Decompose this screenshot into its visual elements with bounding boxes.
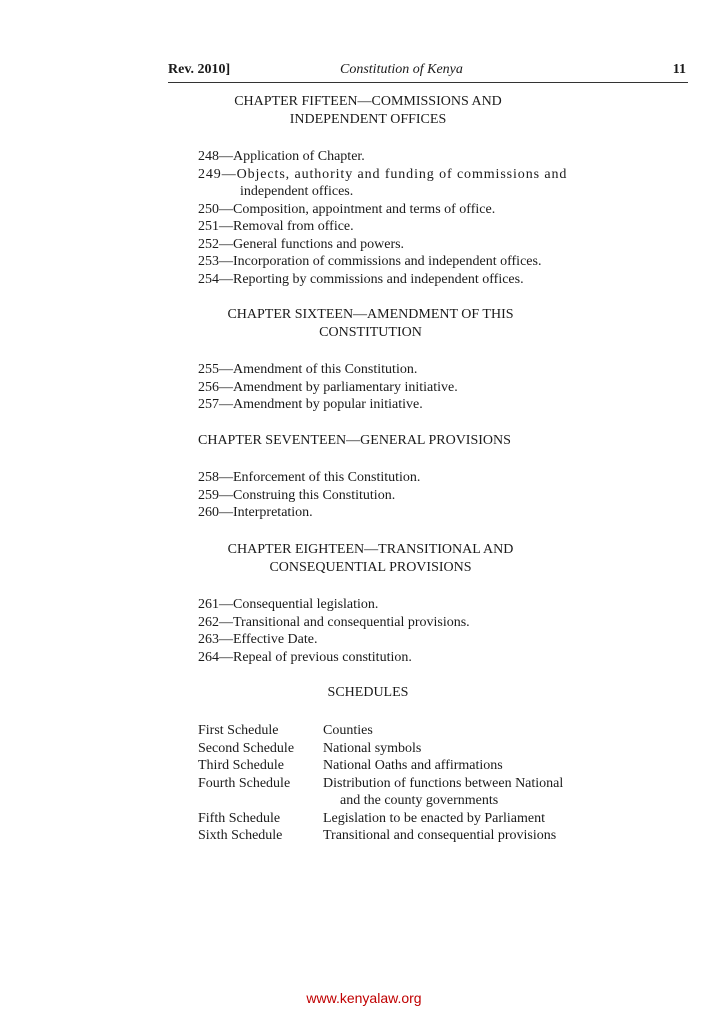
article-link[interactable]: 255—Amendment of this Constitution. [198, 362, 418, 377]
kenyalaw-link[interactable]: www.kenyalaw.org [306, 990, 422, 1006]
chapter-18-heading [168, 541, 573, 576]
footer [0, 990, 728, 1006]
article-link[interactable]: 251—Removal from office. [198, 219, 354, 234]
schedule-name: Fifth Schedule [198, 810, 281, 826]
schedule-row[interactable] [198, 775, 618, 793]
article-link[interactable]: 248—Application of Chapter. [198, 149, 365, 164]
schedule-name: Second Schedule [198, 740, 295, 756]
schedule-name: Fourth Schedule [198, 775, 291, 791]
article-link[interactable]: 252—General functions and powers. [198, 236, 405, 252]
chapter-15-contents [198, 148, 567, 288]
article-link[interactable]: 264—Repeal of previous constitution. [198, 649, 412, 665]
article-link[interactable]: 258—Enforcement of this Constitution. [198, 470, 421, 485]
article-link[interactable]: 263—Effective Date. [198, 632, 318, 647]
article-link[interactable]: 257—Amendment by popular initiative. [198, 397, 423, 412]
chapter-title-line: CONSEQUENTIAL PROVISIONS [269, 559, 472, 575]
article-link[interactable]: 254—Reporting by commissions and independent offices. [198, 271, 524, 287]
article-link[interactable]: 253—Incorporation of commissions and independent offices. [198, 254, 542, 269]
article-link[interactable]: 256—Amendment by parliamentary initiative. [198, 379, 458, 395]
schedule-name: Third Schedule [198, 758, 284, 773]
chapter-title-line: CHAPTER SIXTEEN—AMENDMENT OF THIS [227, 307, 514, 322]
schedules-title: SCHEDULES [327, 685, 409, 700]
document-title: Constitution of Kenya [340, 62, 463, 77]
revision-label: Rev. 2010] [168, 62, 231, 77]
schedule-description: Counties [323, 723, 373, 738]
article-link[interactable]: 261—Consequential legislation. [198, 597, 379, 612]
schedules-table [198, 722, 618, 845]
schedule-name: Sixth Schedule [198, 828, 283, 843]
schedule-name: First Schedule [198, 723, 279, 738]
schedule-description: National symbols [323, 740, 422, 756]
schedules-heading [168, 684, 568, 702]
schedule-row[interactable] [198, 827, 618, 845]
schedule-row[interactable] [198, 740, 618, 758]
chapter-17-heading [198, 432, 511, 450]
chapter-title-line: CONSTITUTION [319, 324, 422, 340]
schedule-description: Distribution of functions between National [323, 775, 564, 791]
chapter-title-line: CHAPTER SEVENTEEN—GENERAL PROVISIONS [198, 433, 511, 448]
article-link[interactable]: 262—Transitional and consequential provisions. [198, 614, 470, 630]
chapter-16-heading [168, 306, 573, 341]
article-link[interactable]: 249—Objects, authority and funding of commissions and [198, 166, 568, 182]
schedule-row[interactable] [198, 722, 618, 740]
chapter-17-contents [198, 469, 420, 522]
schedule-description: and the county governments [340, 793, 499, 808]
chapter-title-line: CHAPTER FIFTEEN—COMMISSIONS AND [234, 94, 502, 109]
article-link[interactable]: 260—Interpretation. [198, 505, 313, 520]
schedule-description: Legislation to be enacted by Parliament [323, 810, 545, 826]
schedule-row[interactable] [198, 810, 618, 828]
schedule-description: National Oaths and affirmations [323, 758, 503, 773]
chapter-16-contents [198, 361, 458, 414]
chapter-title-line: INDEPENDENT OFFICES [289, 111, 447, 127]
article-link-continuation[interactable]: independent offices. [240, 184, 354, 199]
schedule-row[interactable] [198, 757, 618, 775]
running-header [168, 60, 688, 83]
schedule-row-continuation [198, 792, 618, 810]
chapter-15-heading [168, 93, 568, 128]
article-link[interactable]: 250—Composition, appointment and terms of office. [198, 201, 496, 217]
chapter-18-contents [198, 596, 470, 666]
schedule-description: Transitional and consequential provisions [323, 828, 557, 843]
article-link[interactable]: 259—Construing this Constitution. [198, 487, 396, 503]
page-number: 11 [672, 62, 686, 77]
chapter-title-line: CHAPTER EIGHTEEN—TRANSITIONAL AND [227, 542, 514, 557]
